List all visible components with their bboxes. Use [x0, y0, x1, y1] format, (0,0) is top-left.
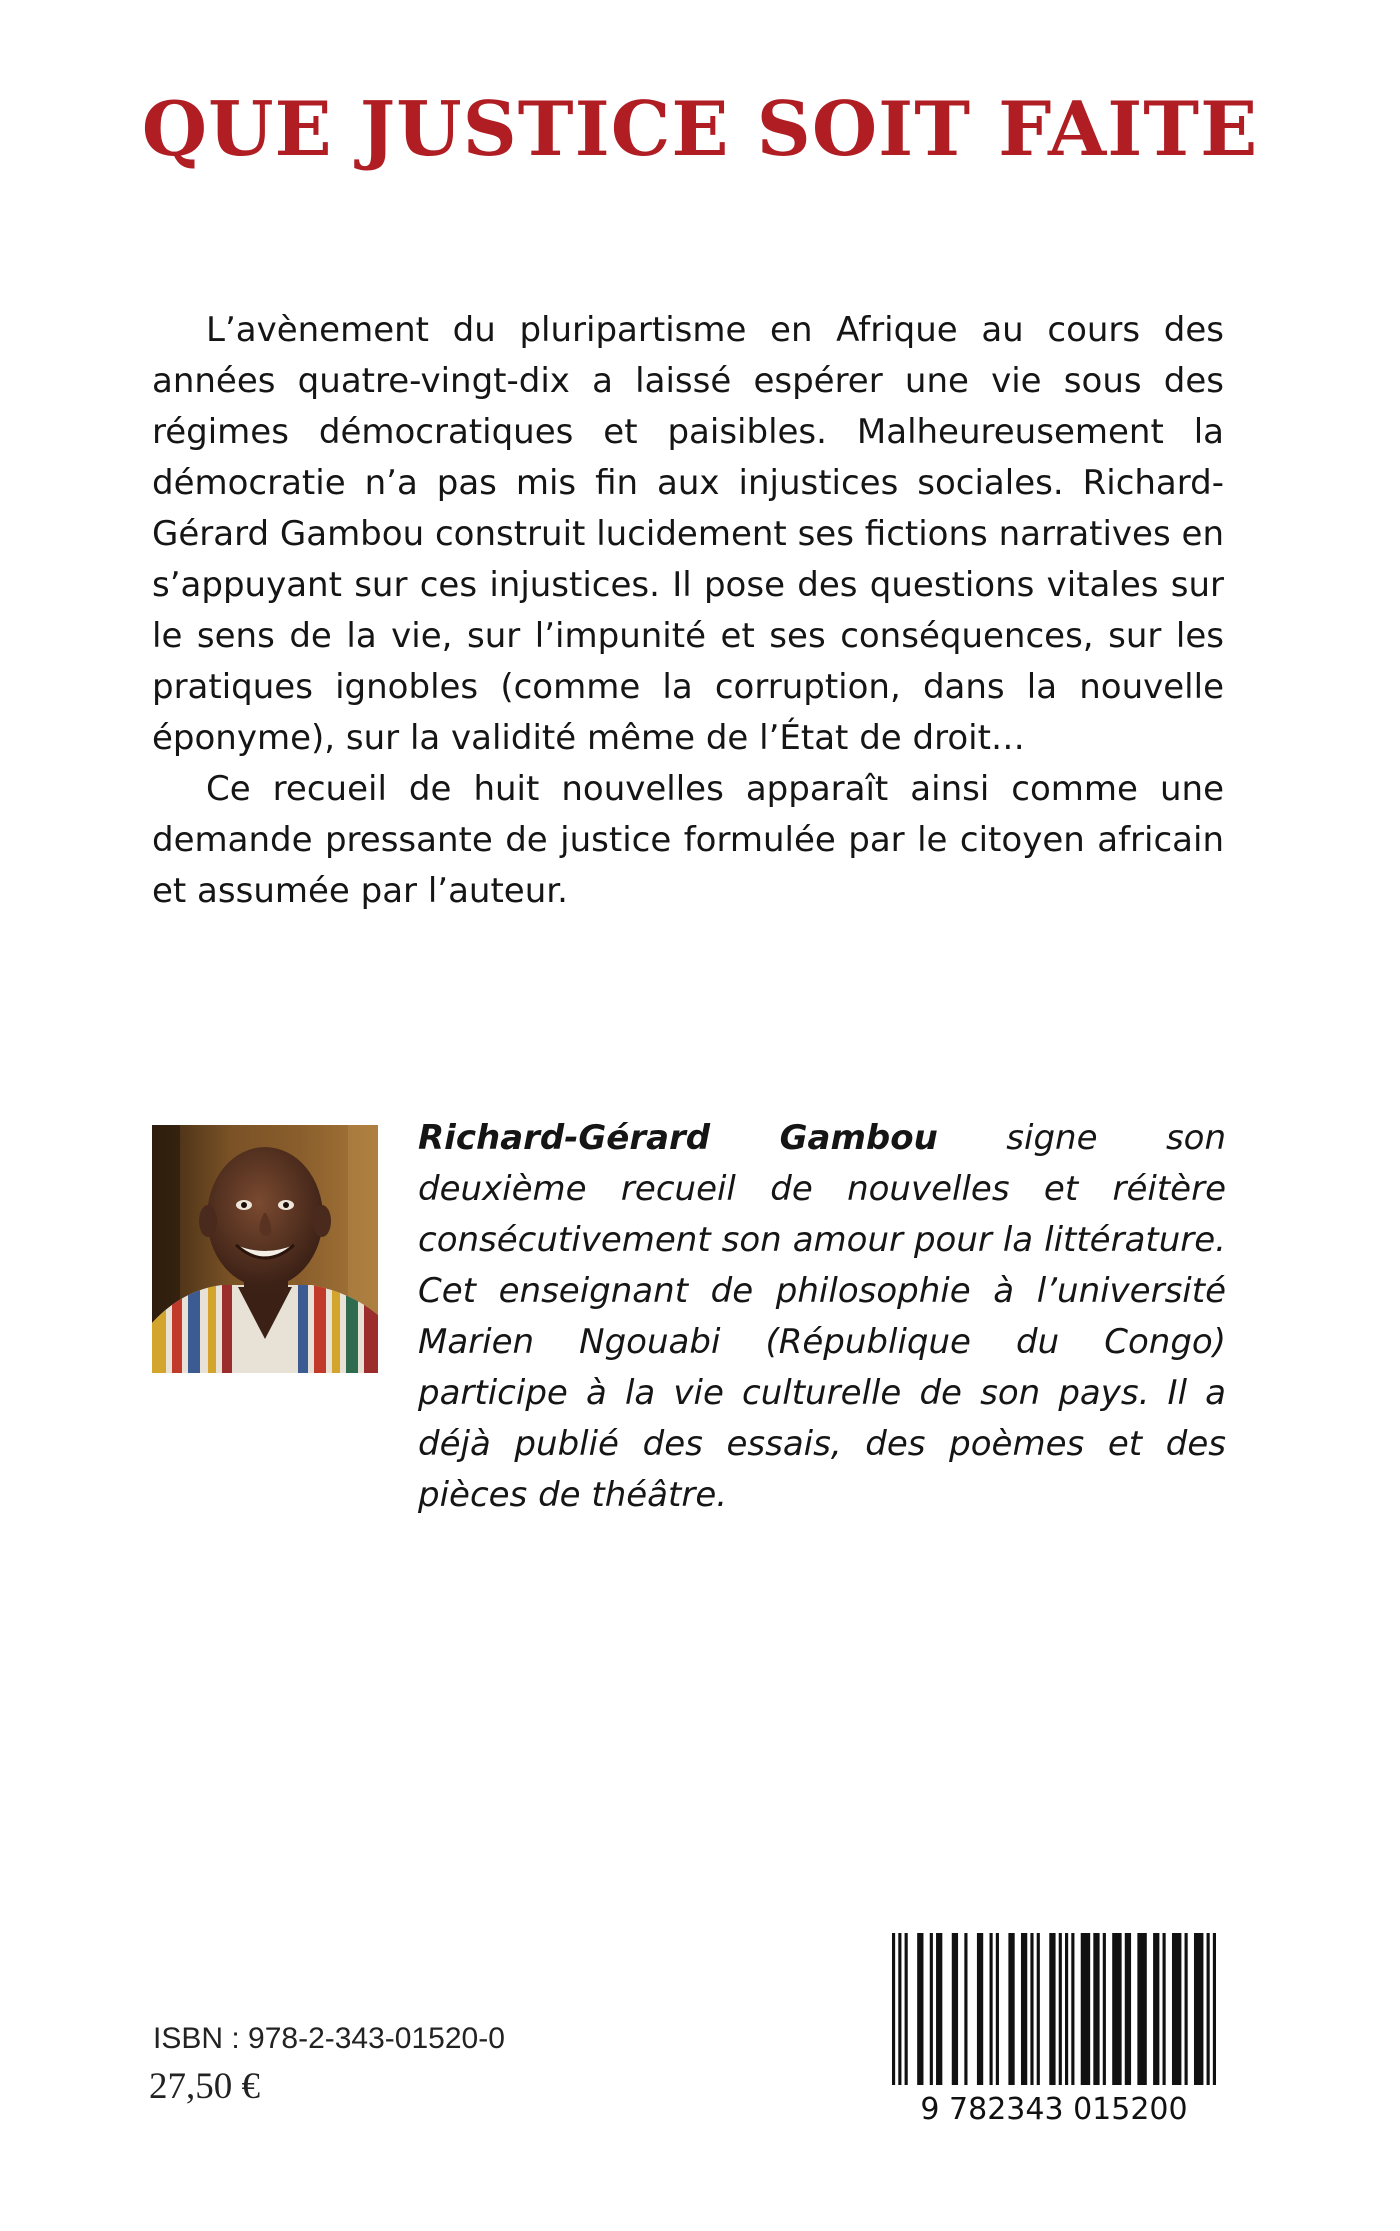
barcode-bar: [892, 1933, 895, 2085]
isbn: ISBN : 978-2-343-01520-0: [153, 2022, 505, 2055]
barcode-bar: [1213, 1933, 1216, 2085]
barcode-bar: [1172, 1933, 1181, 2085]
barcode-bar: [1194, 1933, 1203, 2085]
barcode-bar: [990, 1933, 993, 2085]
barcode-bar: [1153, 1933, 1159, 2085]
barcode-bar: [1071, 1933, 1074, 2085]
barcode-bar: [1021, 1933, 1027, 2085]
barcode-bar: [1163, 1933, 1166, 2085]
price: 27,50 €: [149, 2066, 260, 2107]
barcode-bar: [1049, 1933, 1055, 2085]
barcode-bar: [1125, 1933, 1131, 2085]
barcode-bar: [1008, 1933, 1014, 2085]
barcode-bar: [1185, 1933, 1188, 2085]
barcode-bar: [1093, 1933, 1099, 2085]
book-summary: [152, 305, 1224, 917]
summary-paragraph-2: Ce recueil de huit nouvelles apparaît ainsi comme une demande pressante de justice formulée par le citoyen africain et assumée par l’auteur.: [152, 769, 1224, 911]
barcode-bar: [952, 1933, 958, 2085]
barcode-bar: [1081, 1933, 1090, 2085]
book-title: QUE JUSTICE SOIT FAITE: [141, 85, 1259, 173]
barcode-bar: [1207, 1933, 1210, 2085]
barcode-bar: [905, 1933, 908, 2085]
barcode-number: 9 782343 015200: [920, 2092, 1188, 2125]
barcode-bar: [1103, 1933, 1106, 2085]
barcode-bar: [930, 1933, 933, 2085]
barcode-bar: [1037, 1933, 1040, 2085]
author-name: Richard-Gérard Gambou: [418, 1118, 938, 1158]
author-bio: [418, 1113, 1226, 1521]
barcode-bar: [1059, 1933, 1062, 2085]
barcode-bar: [917, 1933, 923, 2085]
barcode-bar: [996, 1933, 999, 2085]
barcode-bar: [977, 1933, 983, 2085]
barcode: [880, 1925, 1228, 2125]
author-photo: [152, 1125, 378, 1373]
barcode-bar: [1030, 1933, 1033, 2085]
barcode-bar: [898, 1933, 901, 2085]
barcode-bar: [964, 1933, 967, 2085]
barcode-bar: [1065, 1933, 1068, 2085]
summary-paragraph-1: L’avènement du pluripartisme en Afrique au cours des années quatre-vingt-dix a laissé espérer une vie sous des régimes démocratiques et paisibles. Malheureusement la démocratie n’a pas mis fin aux injustices sociales. Richard-Gérard Gambou construit lucidement ses fictions narratives en s’appuyant sur ces injustices. Il pose des questions vitales sur le sens de la vie, sur l’impunité et ses conséquences, sur les pratiques ignobles (comme la corruption, dans la nouvelle éponyme), sur la validité même de l’État de droit…: [152, 310, 1224, 758]
barcode-bar: [936, 1933, 942, 2085]
barcode-bar: [1112, 1933, 1121, 2085]
barcode-bar: [1137, 1933, 1146, 2085]
author-bio-text: signe son deuxième recueil de nouvelles et réitère consécutivement son amour pour la littérature. Cet enseignant de philosophie à l’université Marien Ngouabi (République du Congo) participe à la vie culturelle de son pays. Il a déjà publié des essais, des poèmes et des pièces de théâtre.: [418, 1118, 1227, 1515]
